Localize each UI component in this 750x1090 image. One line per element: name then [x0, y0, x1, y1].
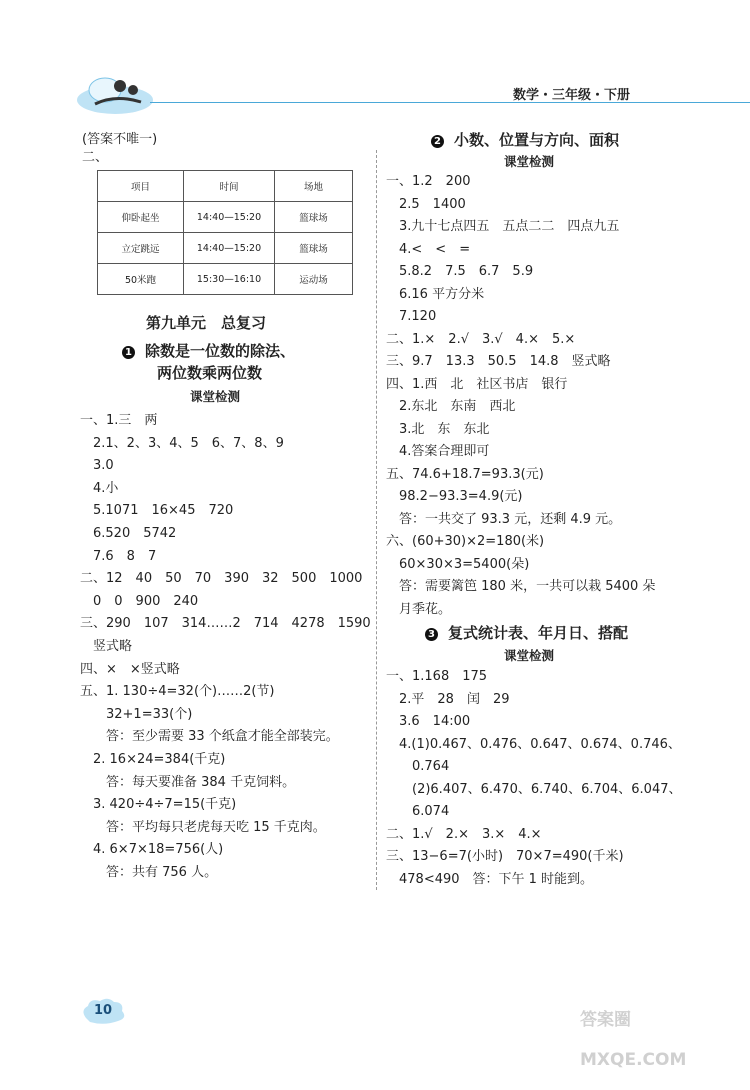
- page-number: 10: [94, 1003, 113, 1018]
- answer-line: 答：一共交了 93.3 元，还剩 4.9 元。: [386, 511, 622, 527]
- answer-line: 六、(60+30)×2=180(米): [386, 534, 545, 549]
- header-title: 数学・三年级・下册: [513, 88, 631, 103]
- table-cell: 篮球场: [275, 233, 353, 264]
- answer-line: 6.16 平方分米: [386, 286, 485, 302]
- unit-title: 第九单元 总复习: [146, 314, 267, 332]
- section3-number: 3: [425, 628, 438, 641]
- table-cell: 仰卧起坐: [98, 202, 184, 233]
- answer-line: 答：需要篱笆 180 米，一共可以栽 5400 朵: [386, 579, 656, 594]
- answer-line: 一、1.168 175: [386, 669, 488, 684]
- answer-line: 3.北 东 东北: [386, 421, 490, 437]
- answer-line: 答：至少需要 33 个纸盒才能全部装完。: [80, 729, 339, 745]
- section1-title: [122, 340, 295, 361]
- answer-line: 三、13−6=7(小时) 70×7=490(千米): [386, 849, 624, 864]
- answer-line: 7.6 8 7: [80, 548, 157, 564]
- answer-line: (2)6.407、6.470、6.740、6.704、6.047、: [386, 781, 682, 797]
- answer-line: 3.6 14:00: [386, 714, 471, 729]
- answer-line: 5.1071 16×45 720: [80, 503, 234, 519]
- answer-line: 6.074: [386, 804, 450, 819]
- table-cell: 14:40—15:20: [184, 233, 275, 264]
- answer-line: 4. 6×7×18=756(人): [80, 842, 224, 858]
- answer-line: 月季花。: [386, 601, 452, 617]
- answer-line: 二、12 40 50 70 390 32 500 1000: [80, 571, 363, 587]
- section2-title-text: 小数、位置与方向、面积: [454, 131, 620, 149]
- answer-line: 98.2−93.3=4.9(元): [386, 489, 523, 504]
- answer-line: 二、1.× 2.√ 3.√ 4.× 5.×: [386, 331, 576, 347]
- answer-line: 答：共有 756 人。: [80, 865, 218, 880]
- watermark-text: 答案圈 MXQE.COM: [580, 1010, 687, 1070]
- table-row: [98, 202, 353, 233]
- answer-line: 三、290 107 314……2 714 4278 1590: [80, 616, 371, 632]
- answer-line: 2. 16×24=384(千克): [80, 752, 226, 767]
- table-cell: 运动场: [275, 264, 353, 295]
- answer-line: 3.0: [80, 458, 114, 474]
- answer-line: 答：平均每只老虎每天吃 15 千克肉。: [80, 819, 326, 835]
- answer-line: 五、74.6+18.7=93.3(元): [386, 466, 544, 482]
- answer-line: 4.(1)0.467、0.476、0.647、0.674、0.746、: [386, 736, 681, 752]
- answer-line: 3. 420÷4÷7=15(千克): [80, 797, 237, 813]
- answer-line: 四、× ×竖式略: [80, 661, 180, 677]
- part2-label: 二、: [82, 150, 109, 165]
- section2-number: 2: [431, 135, 444, 148]
- answer-line: 三、9.7 13.3 50.5 14.8 竖式略: [386, 354, 611, 369]
- table-cell: 篮球场: [275, 202, 353, 233]
- table-cell: 50米跑: [98, 264, 184, 295]
- answer-line: 4.小: [80, 480, 119, 496]
- table-row: [98, 264, 353, 295]
- table-cell: 立定跳远: [98, 233, 184, 264]
- table-header-row: [98, 171, 353, 202]
- header-rule: [150, 102, 750, 103]
- answer-line: 3.九十七点四五 五点二二 四点九五: [386, 219, 620, 234]
- answer-line: 5.8.2 7.5 6.7 5.9: [386, 264, 534, 279]
- table-cell: 14:40—15:20: [184, 202, 275, 233]
- answer-line: 五、1. 130÷4=32(个)……2(节): [80, 684, 275, 700]
- watermark-logo: [580, 1000, 740, 1080]
- table-cell: 15:30—16:10: [184, 264, 275, 295]
- schedule-table: [97, 170, 353, 295]
- answer-line: 2.平 28 闰 29: [386, 691, 510, 707]
- answer-line: 答：每天要准备 384 千克饲料。: [80, 774, 296, 790]
- answer-line: 一、1.2 200: [386, 174, 471, 189]
- page-number-badge: [80, 996, 128, 1026]
- answer-line: 4.答案合理即可: [386, 444, 490, 459]
- answer-line: 2.东北 东南 西北: [386, 399, 516, 414]
- answer-line: 0.764: [386, 759, 450, 774]
- answer-line: 四、1.西 北 社区书店 银行: [386, 376, 568, 392]
- section3-title-text: 复式统计表、年月日、搭配: [448, 624, 629, 642]
- section3-title: [425, 622, 628, 643]
- answer-line: 32+1=33(个): [80, 706, 193, 722]
- section2-subtitle: 课堂检测: [504, 154, 555, 169]
- answer-line: 二、1.√ 2.× 3.× 4.×: [386, 826, 542, 842]
- answer-note: (答案不唯一): [82, 132, 158, 147]
- section1-number: 1: [122, 346, 135, 359]
- table-header-cell: 项目: [98, 171, 184, 202]
- header-logo: [75, 70, 155, 115]
- section3-subtitle: 课堂检测: [504, 648, 555, 663]
- table-row: [98, 233, 353, 264]
- answer-line: 478<490 答：下午 1 时能到。: [386, 871, 594, 887]
- answer-line: 2.1、2、3、4、5 6、7、8、9: [80, 435, 284, 451]
- answer-line: 竖式略: [80, 639, 133, 654]
- answer-line: 2.5 1400: [386, 196, 466, 212]
- table-header-cell: 场地: [275, 171, 353, 202]
- section1-title-line1: 除数是一位数的除法、: [145, 342, 296, 360]
- table-header-cell: 时间: [184, 171, 275, 202]
- answer-line: 4.< < =: [386, 241, 471, 257]
- section1-subtitle: 课堂检测: [190, 389, 241, 404]
- section1-title-line2: 两位数乘两位数: [157, 364, 263, 382]
- answer-line: 7.120: [386, 309, 437, 324]
- answer-line: 0 0 900 240: [80, 593, 199, 609]
- column-divider: [376, 150, 377, 890]
- section2-title: [431, 129, 619, 150]
- answer-line: 60×30×3=5400(朵): [386, 556, 530, 572]
- answer-line: 一、1.三 两: [80, 413, 158, 428]
- answer-line: 6.520 5742: [80, 526, 177, 541]
